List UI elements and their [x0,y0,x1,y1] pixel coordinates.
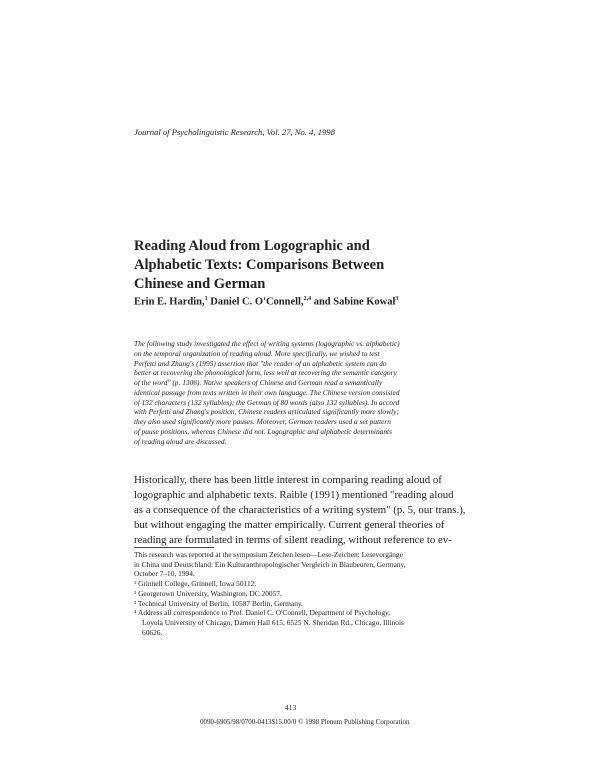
footnote-line: October 7–10, 1994. [134,569,195,579]
abstract-line: The following study investigated the effect of writing systems (logographic vs. alphabetic) [134,339,400,348]
abstract-line: they also used significantly more pauses. Moreover, German readers used a set pattern [134,417,391,426]
copyright-line: 0090-6905/98/0700-0413$15.00/0 © 1998 Plenum Publishing Corporation [200,718,410,726]
abstract-line: with Perfetti and Zhang's position, Chinese readers articulated significantly more slowly; [134,407,399,417]
author-affiliation-mark: 3 [395,296,399,302]
footnote-item: 60626. [142,627,163,637]
author-affiliation-mark: 1 [204,296,208,302]
body-line: Historically, there has been little interest in comparing reading aloud of [134,474,442,486]
abstract-line: of pause positions, whereas Chinese did not. Logographic and alphabetic determinants [134,426,392,436]
author-name: Erin E. Hardin, [134,296,205,308]
footnote-line: in China und Deutschland: Ein Kulturanthropologischer Vergleich in Blaubeuren, Germany, [134,559,406,569]
body-line: logographic and alphabetic texts. Raible (1991) mentioned "reading aloud [134,489,454,501]
body-paragraph [134,473,466,548]
footnotes [134,550,466,637]
author-affiliation-mark: 2,4 [303,296,312,302]
footnote-item: ³ Technical University of Berlin, 10587 Berlin, Germany. [134,598,303,608]
abstract-line: identical passage from texts written in their own language. The Chinese version consisted [134,387,400,397]
abstract-line: Perfetti and Zhang's (1995) assertion that "the reader of an alphabetic system can do [134,358,387,368]
footnote-item: ² Georgetown University, Washington, DC 20057. [134,588,282,598]
abstract-line: of the word" (p. 1306). Native speakers of Chinese and German read a semantically [134,378,383,387]
page-number: 413 [285,703,297,712]
body-line: but without engaging the matter empirically. Current general theories of [134,519,445,531]
abstract-line: of reading aloud are discussed. [134,436,227,446]
footnote-item: ¹ Grinnell College, Grinnell, Iowa 50112. [134,579,257,589]
abstract-line: on the temporal organization of reading aloud. More specifically, we wished to test [134,348,380,358]
journal-citation: Journal of Psycholinguistic Research, Vol. 27, No. 4, 1998 [134,127,335,137]
title-line: Alphabetic Texts: Comparisons Between [134,257,385,273]
author-name: Daniel C. O'Connell, [210,296,304,308]
title-line: Chinese and German [134,276,266,292]
paper-title [134,237,434,294]
body-line: reading are formulated in terms of silent reading, without reference to ev- [134,534,452,546]
title-line: Reading Aloud from Logographic and [134,238,370,254]
author-name: and Sabine Kowal [313,296,396,308]
abstract-line: of 132 characters (132 syllables); the German of 80 words (also 132 syllables). In accord [134,397,400,407]
footnote-line: This research was reported at the symposium Zeichen lesen—Lese-Zeichen: Lesevorgänge [134,550,403,559]
abstract-line: better at recovering the phonological form, less well at recovering the semantic category [134,368,397,378]
footnote-item: ⁴ Address all correspondence to Prof. Daniel C. O'Connell, Department of Psychology, [134,608,391,618]
footnote-item: Loyola University of Chicago, Damen Hall 615, 6525 N. Sheridan Rd., Chicago, Illinois [142,617,404,627]
footnote-divider [134,547,214,548]
abstract [134,339,466,446]
author-list [134,296,398,308]
body-line: as a consequence of the characteristics of a writing system" (p. 5, our trans.), [134,504,466,516]
